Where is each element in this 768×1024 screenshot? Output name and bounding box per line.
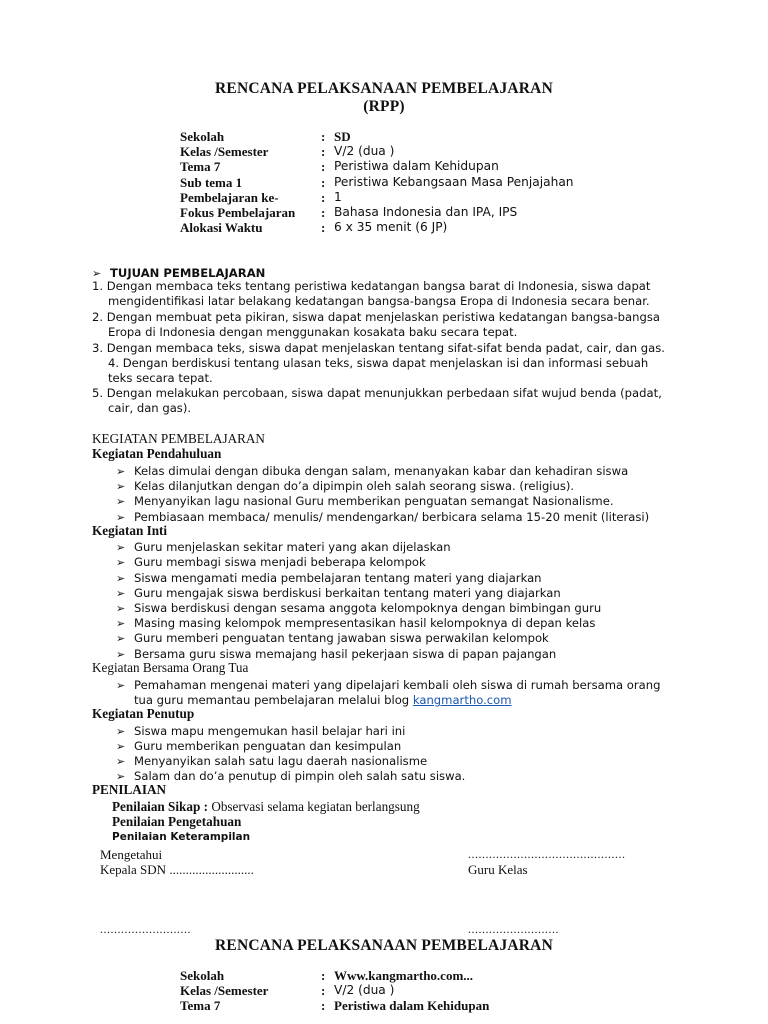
info-row-subtema: [180, 175, 574, 190]
info-value: 6 x 35 menit (6 JP): [334, 220, 448, 235]
info-label: Sekolah: [180, 129, 225, 144]
info-sep: :: [321, 159, 326, 175]
info-sep: :: [321, 189, 326, 205]
arrow-bullet-icon: ➢: [116, 632, 126, 645]
tujuan-line: 4. Dengan berdiskusi tentang ulasan teks, siswa dapat menjelaskan isi dan informasi sebuah: [108, 356, 649, 370]
arrow-bullet-icon: ➢: [116, 617, 126, 630]
list-item: [116, 629, 549, 647]
info-value: V/2 (dua ): [334, 144, 395, 159]
orang-tua-heading: Kegiatan Bersama Orang Tua: [92, 660, 249, 675]
info-row-fokus: [180, 205, 574, 220]
penilaian-keterampilan: Penilaian Keterampilan: [112, 831, 251, 843]
info-row-kelas: [180, 144, 574, 159]
penilaian-sikap-value: Observasi selama kegiatan berlangsung: [208, 799, 420, 814]
info-sep: :: [321, 220, 326, 236]
info-label: Kelas /Semester: [180, 144, 269, 160]
right-dots: .............................................: [468, 847, 626, 861]
list-item-text: Menyanyikan salah satu lagu daerah nasionalisme: [134, 754, 428, 768]
arrow-bullet-icon: ➢: [116, 648, 126, 661]
info-sep: :: [321, 129, 326, 144]
info-value: Www.kangmartho.com...: [334, 968, 474, 983]
arrow-bullet-icon: ➢: [116, 679, 126, 692]
list-item-text: Salam dan do’a penutup di pimpin oleh salah satu siswa.: [134, 769, 466, 783]
arrow-bullet-icon: ➢: [116, 541, 126, 554]
arrow-bullet-icon: ➢: [116, 725, 126, 738]
info-row-alokasi: [180, 220, 574, 235]
penutup-heading: Kegiatan Penutup: [92, 706, 195, 721]
doc2-info-row-tema: [180, 998, 489, 1013]
list-item-text: Pembiasaan membaca/ menulis/ mendengarkan/ berbicara selama 15-20 menit (literasi): [134, 510, 650, 524]
penilaian-heading: PENILAIAN: [92, 782, 167, 797]
doc-subtitle: (RPP): [363, 98, 405, 115]
tujuan-line: 3. Dengan membaca teks, siswa dapat menjelaskan tentang sifat-sifat benda padat, cair, dan gas.: [92, 341, 665, 355]
list-item-text: Pemahaman mengenai materi yang dipelajari kembali oleh siswa di rumah bersama orang: [134, 678, 661, 692]
info-value: Peristiwa dalam Kehidupan: [334, 998, 490, 1014]
doc2-info-row-kelas: [180, 983, 489, 998]
info-value: Peristiwa dalam Kehidupan: [334, 159, 499, 174]
list-item: [116, 553, 426, 571]
tujuan-line: cair, dan gas).: [108, 401, 192, 415]
list-item-text: Siswa berdiskusi dengan sesama anggota kelompoknya dengan bimbingan guru: [134, 601, 602, 615]
info-value: V/2 (dua ): [334, 983, 395, 998]
tujuan-line: 5. Dengan melakukan percobaan, siswa dapat menunjukkan perbedaan sifat wujud benda (padat,: [92, 386, 662, 400]
info-row-sekolah: [180, 129, 574, 144]
info-label: Pembelajaran ke-: [180, 189, 279, 205]
list-item-text: Masing masing kelompok mempresentasikan hasil kelompoknya di depan kelas: [134, 616, 596, 630]
arrow-bullet-icon: ➢: [116, 587, 126, 600]
info-label: Tema 7: [180, 159, 221, 175]
guru-kelas-label: Guru Kelas: [468, 862, 528, 877]
list-item-text: Guru memberikan penguatan dan kesimpulan: [134, 739, 402, 753]
info-sep: :: [321, 998, 326, 1014]
info-label: Fokus Pembelajaran: [180, 205, 296, 221]
info-row-tema: [180, 159, 574, 174]
blog-link[interactable]: kangmartho.com: [412, 693, 512, 707]
tujuan-line: 2. Dengan membuat peta pikiran, siswa dapat menjelaskan peristiwa kedatangan bangsa-bangsa: [92, 310, 660, 324]
tujuan-line: mengidentifikasi latar belakang kedatangan bangsa-bangsa Eropa di Indonesia secara benar.: [108, 294, 650, 308]
list-item-text: Bersama guru siswa memajang hasil pekerjaan siswa di papan pajangan: [134, 647, 557, 661]
penilaian-sikap-label: Penilaian Sikap :: [112, 799, 209, 814]
arrow-bullet-icon: ➢: [116, 572, 126, 585]
info-value: SD: [334, 129, 351, 144]
info-value: Bahasa Indonesia dan IPA, IPS: [334, 205, 518, 220]
pendahuluan-heading: Kegiatan Pendahuluan: [92, 446, 222, 461]
info-row-pembelajaran: [180, 190, 574, 205]
info-sep: :: [321, 205, 326, 221]
penilaian-pengetahuan: Penilaian Pengetahuan: [112, 814, 242, 829]
kepala-signature-line: ..........................: [100, 922, 191, 936]
doc2-info-row-sekolah: [180, 968, 489, 983]
info-label: Tema 7: [180, 998, 221, 1014]
list-item-text: Guru memberi penguatan tentang jawaban siswa perwakilan kelompok: [134, 631, 549, 645]
list-item-text: Siswa mengamati media pembelajaran tentang materi yang diajarkan: [134, 571, 542, 585]
tujuan-line: 1. Dengan membaca teks tentang peristiwa kedatangan bangsa barat di Indonesia, siswa dapat: [92, 279, 651, 293]
list-item-text: tua guru memantau pembelajaran melalui blog: [134, 693, 413, 707]
info-label: Alokasi Waktu: [180, 220, 263, 236]
list-item: [116, 767, 465, 785]
list-item-text: Siswa mapu mengemukan hasil belajar hari ini: [134, 724, 406, 738]
tujuan-line: Eropa di Indonesia dengan menggunakan kosakata baku secara tepat.: [108, 325, 518, 339]
arrow-bullet-icon: ➢: [116, 480, 126, 493]
list-item-text: Guru mengajak siswa berdiskusi berkaitan tentang materi yang diajarkan: [134, 586, 561, 600]
arrow-bullet-icon: ➢: [116, 755, 126, 768]
info-sep: :: [321, 968, 326, 983]
info-label: Sub tema 1: [180, 174, 243, 190]
list-item: [116, 508, 649, 526]
info-value: 1: [334, 189, 342, 204]
info-sep: :: [321, 983, 326, 999]
info-label: Sekolah: [180, 968, 225, 983]
arrow-bullet-icon: ➢: [92, 267, 102, 280]
info-sep: :: [321, 174, 326, 190]
doc2-info-table: [180, 968, 489, 1014]
tujuan-heading-text: TUJUAN PEMBELAJARAN: [110, 266, 266, 280]
list-item-text: Guru menjelaskan sekitar materi yang akan dijelaskan: [134, 540, 451, 554]
doc-title: RENCANA PELAKSANAAN PEMBELAJARAN: [215, 80, 553, 97]
arrow-bullet-icon: ➢: [116, 495, 126, 508]
list-item: [116, 492, 614, 510]
arrow-bullet-icon: ➢: [116, 511, 126, 524]
penilaian-sikap: [112, 798, 420, 815]
arrow-bullet-icon: ➢: [116, 740, 126, 753]
info-value: Peristiwa Kebangsaan Masa Penjajahan: [334, 174, 574, 189]
list-item-text: Kelas dimulai dengan dibuka dengan salam, menanyakan kabar dan kehadiran siswa: [134, 464, 629, 478]
info-table: [180, 129, 574, 235]
info-sep: :: [321, 144, 326, 160]
kegiatan-heading: KEGIATAN PEMBELAJARAN: [92, 431, 265, 446]
guru-signature-line: ..........................: [468, 922, 559, 936]
mengetahui-label: Mengetahui: [100, 847, 163, 862]
doc2-title: RENCANA PELAKSANAAN PEMBELAJARAN: [215, 937, 553, 954]
info-label: Kelas /Semester: [180, 983, 269, 999]
arrow-bullet-icon: ➢: [116, 602, 126, 615]
inti-heading: Kegiatan Inti: [92, 523, 168, 538]
tujuan-line: teks secara tepat.: [108, 371, 213, 385]
arrow-bullet-icon: ➢: [116, 465, 126, 478]
kepala-sdn-label: Kepala SDN ..........................: [100, 862, 254, 877]
arrow-bullet-icon: ➢: [116, 770, 126, 783]
list-item-text: Menyanyikan lagu nasional Guru memberikan penguatan semangat Nasionalisme.: [134, 494, 614, 508]
arrow-bullet-icon: ➢: [116, 556, 126, 569]
list-item-text: Kelas dilanjutkan dengan do’a dipimpin oleh salah seorang siswa. (religius).: [134, 479, 575, 493]
list-item-text: Guru membagi siswa menjadi beberapa kelompok: [134, 555, 426, 569]
